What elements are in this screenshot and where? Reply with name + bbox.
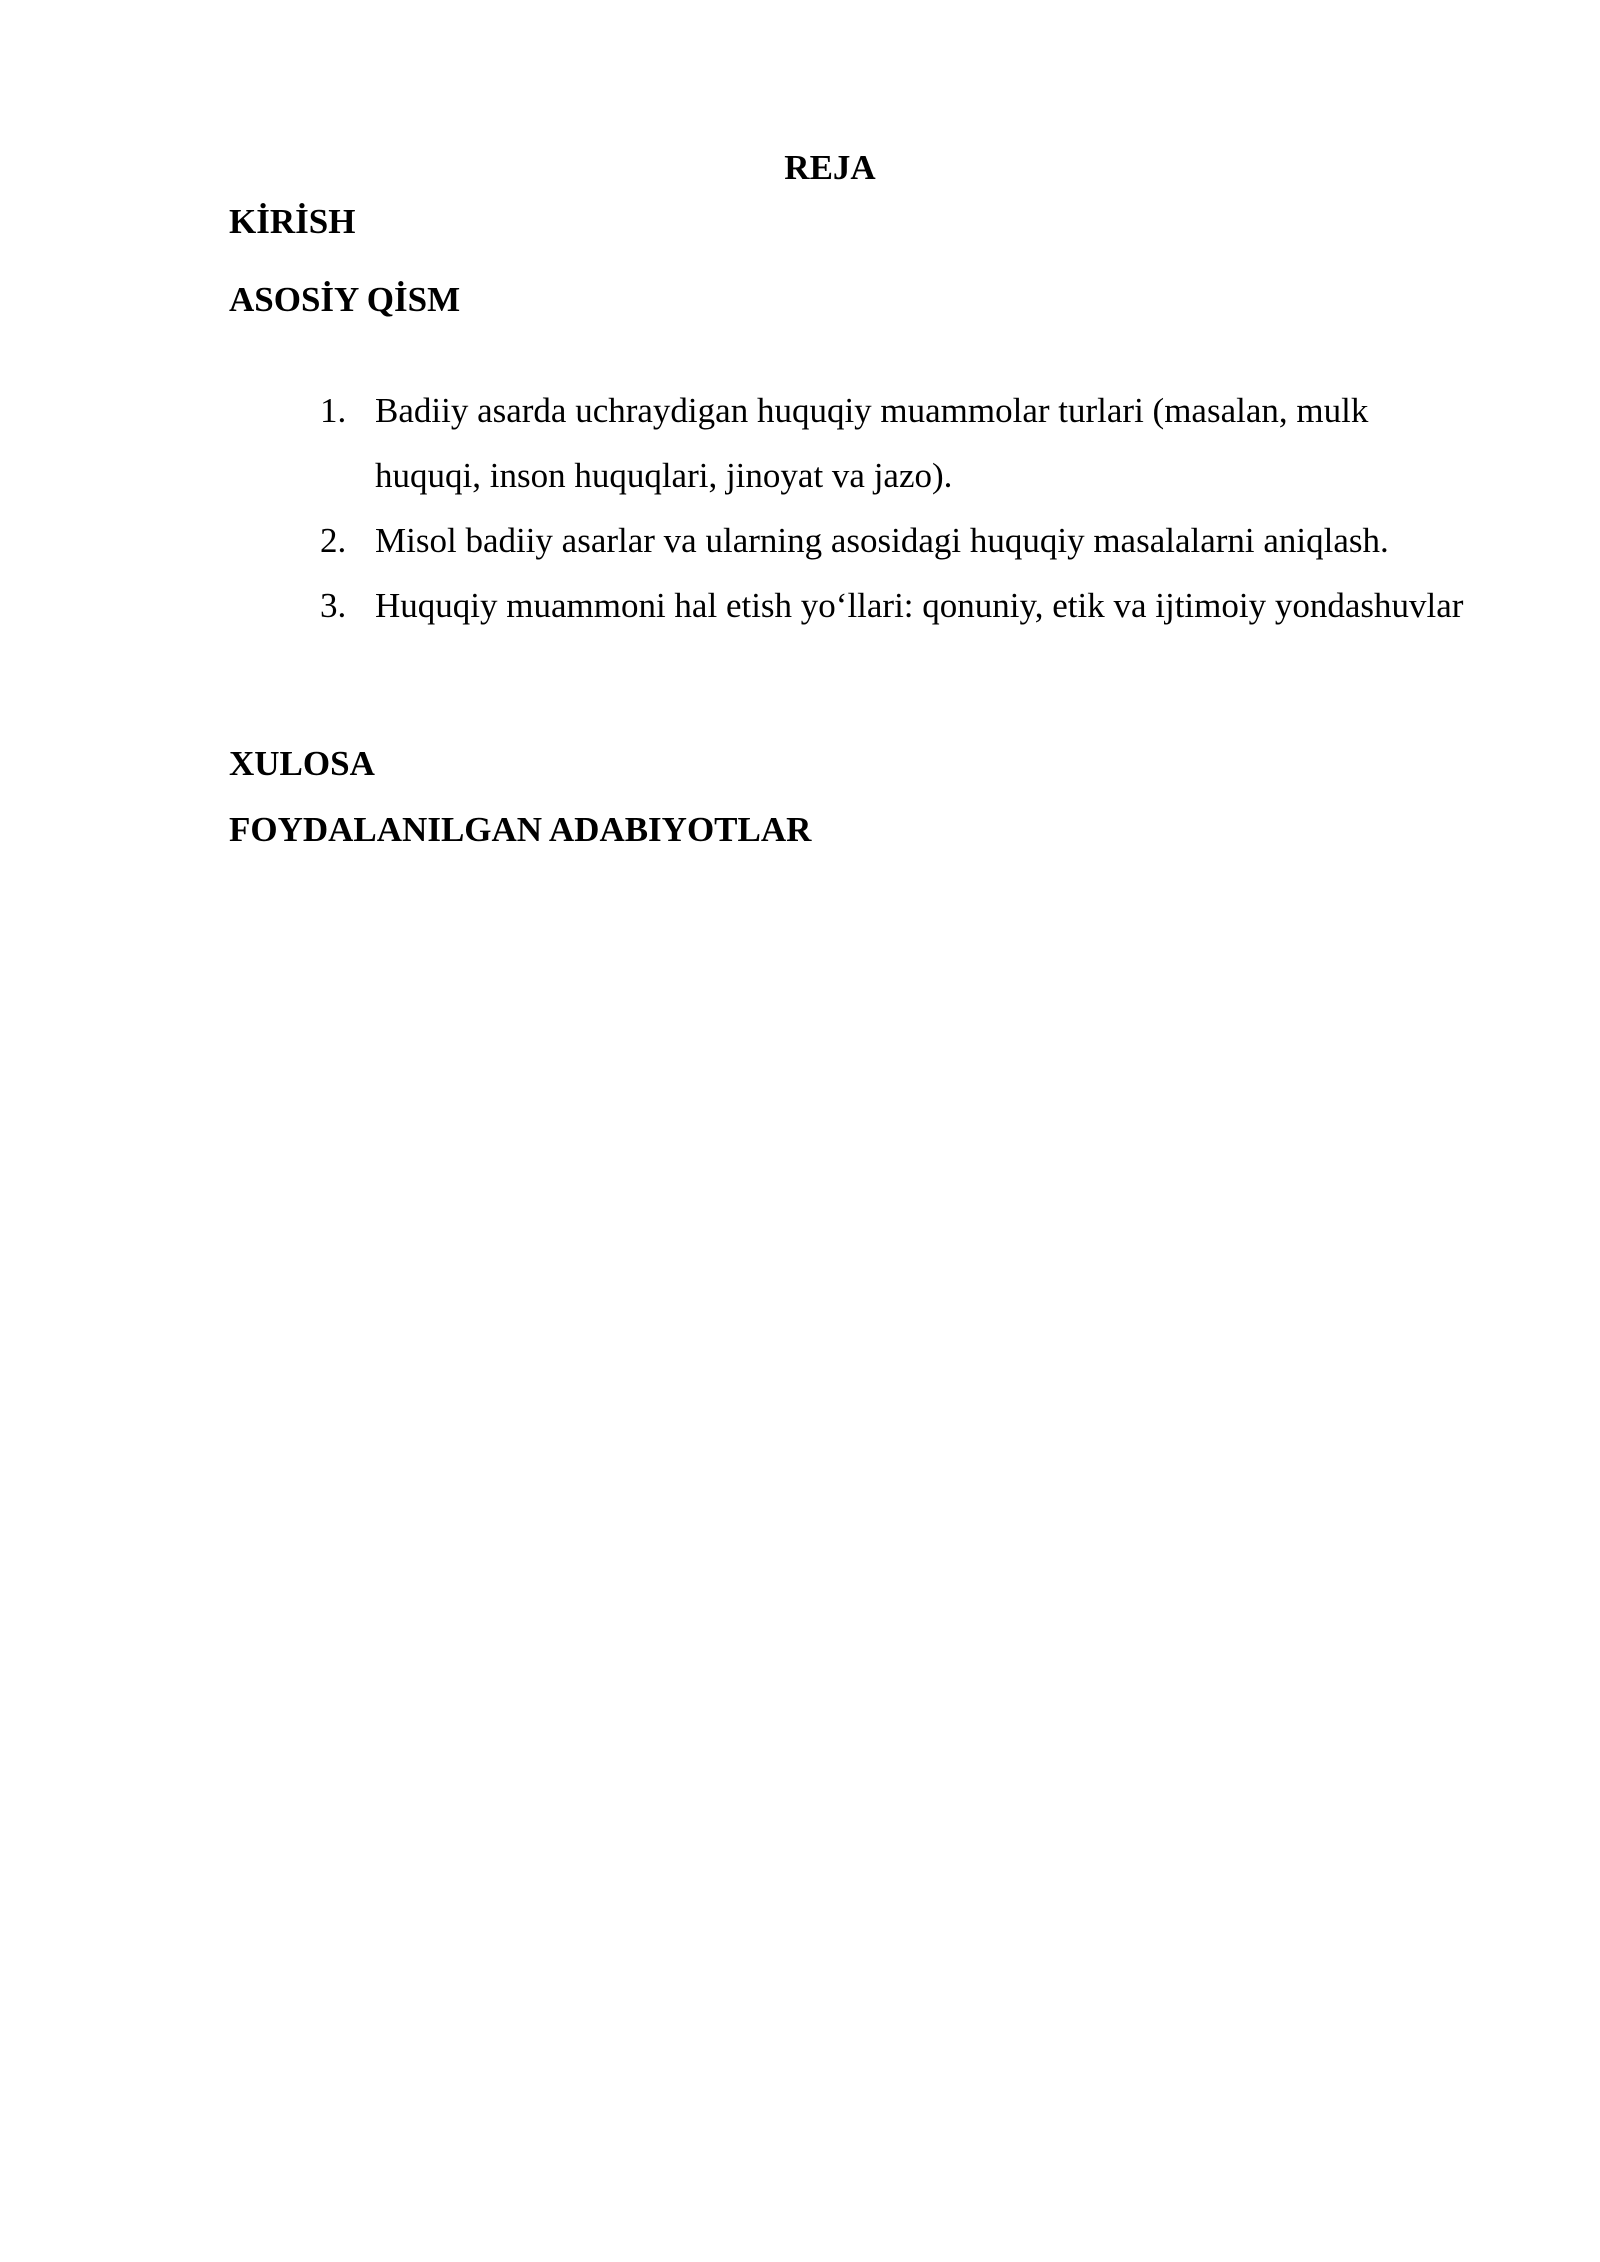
- document-title: REJA: [784, 148, 876, 187]
- plan-item-number: 3.: [320, 586, 347, 625]
- section-heading-main: ASOSİY QİSM: [229, 280, 461, 319]
- plan-list-item: [320, 508, 1480, 573]
- section-heading-conclusion: XULOSA: [229, 744, 375, 783]
- section-heading-references: FOYDALANILGAN ADABIYOTLAR: [229, 810, 812, 849]
- plan-item-text: Misol badiiy asarlar va ularning asosidagi huquqiy masalalarni aniqlash.: [375, 521, 1389, 560]
- plan-item-text: Huquqiy muammoni hal etish yo‘llari: qonuniy, etik va ijtimoiy yondashuvlar: [375, 586, 1464, 625]
- plan-item-number: 2.: [320, 521, 347, 560]
- plan-list-item: [320, 573, 1480, 638]
- section-heading-intro: KİRİSH: [229, 202, 356, 241]
- plan-item-text: Badiiy asarda uchraydigan huquqiy muammolar turlari (masalan, mulk huquqi, inson huquqlari, jinoyat va jazo).: [375, 391, 1369, 495]
- plan-item-number: 1.: [320, 391, 347, 430]
- plan-list: [320, 378, 1480, 638]
- plan-list-item: [320, 378, 1480, 508]
